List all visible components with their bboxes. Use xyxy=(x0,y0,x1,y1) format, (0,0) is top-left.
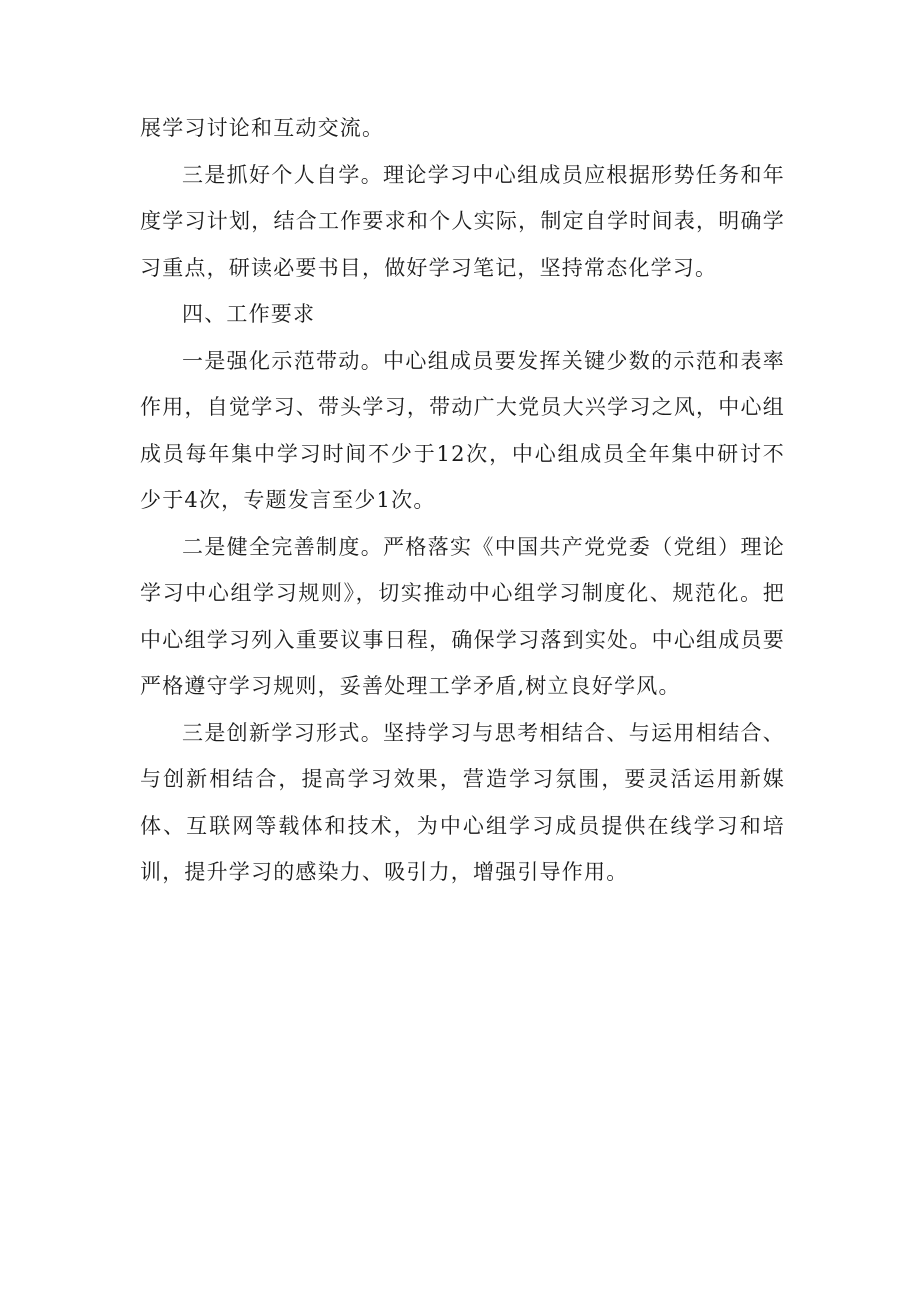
section-heading-work-requirements: 四、工作要求 xyxy=(182,302,316,326)
document-body xyxy=(140,105,785,896)
paragraph-continuation: 展学习讨论和互动交流。 xyxy=(140,116,385,140)
paragraph-system-improvement: 二是健全完善制度。严格落实《中国共产党党委（党组）理论学习中心组学习规则》，切实推动中心组学习制度化、规范化。把中心组学习列入重要议事日程，确保学习落到实处。中心组成员要严格遵守学习规则，妥善处理工学矛盾,树立良好学风。 xyxy=(140,534,785,698)
paragraph-self-study: 三是抓好个人自学。理论学习中心组成员应根据形势任务和年度学习计划，结合工作要求和个人实际，制定自学时间表，明确学习重点，研读必要书目，做好学习笔记，坚持常态化学习。 xyxy=(140,162,785,280)
paragraph-innovation: 三是创新学习形式。坚持学习与思考相结合、与运用相结合、与创新相结合，提高学习效果，营造学习氛围，要灵活运用新媒体、互联网等载体和技术，为中心组学习成员提供在线学习和培训，提升学习的感染力、吸引力，增强引导作用。 xyxy=(140,720,785,884)
paragraph-demonstration: 一是强化示范带动。中心组成员要发挥关键少数的示范和表率作用，自觉学习、带头学习，带动广大党员大兴学习之风，中心组成员每年集中学习时间不少于12次，中心组成员全年集中研讨不少于4次，专题发言至少1次。 xyxy=(140,348,785,512)
